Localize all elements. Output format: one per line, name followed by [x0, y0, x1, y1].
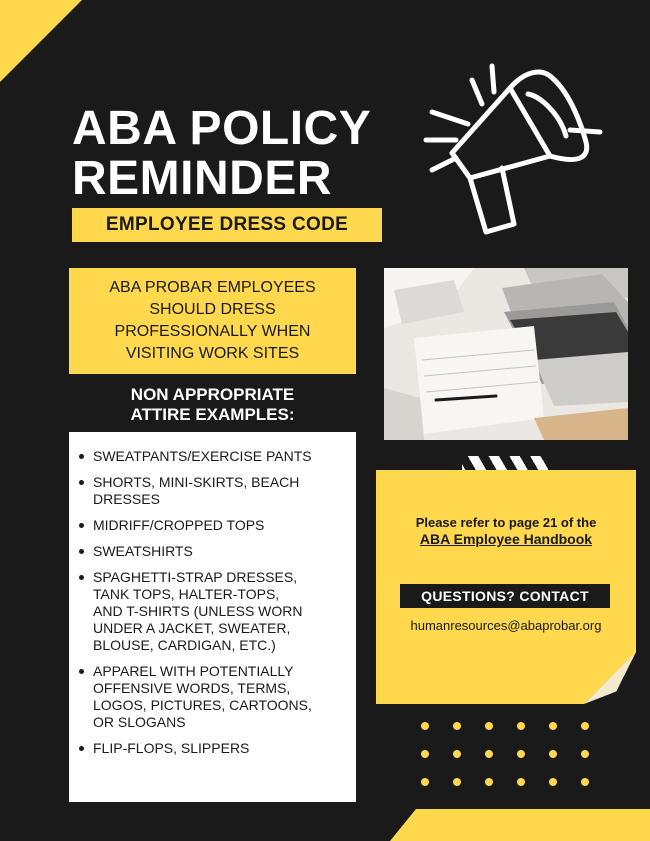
list-item [75, 543, 348, 560]
title-line-1: ABA POLICY [72, 102, 372, 155]
corner-decoration-bottom [390, 809, 650, 841]
heading-line: ATTIRE EXAMPLES: [130, 405, 295, 424]
handbook-link[interactable]: ABA Employee Handbook [419, 531, 593, 547]
list-item-line: FLIP-FLOPS, SLIPPERS [93, 740, 250, 756]
list-item [75, 569, 348, 654]
list-item-line: APPAREL WITH POTENTIALLY [93, 663, 294, 679]
list-item-line: AND T-SHIRTS (UNLESS WORN [93, 603, 303, 619]
dot [549, 750, 557, 758]
intro-line: VISITING WORK SITES [125, 345, 300, 362]
list-item-line: SHORTS, MINI-SKIRTS, BEACH [93, 474, 300, 490]
dot [485, 778, 493, 786]
list-item-line: OR SLOGANS [93, 714, 186, 730]
list-item-line: DRESSES [93, 491, 160, 507]
subtitle-banner: EMPLOYEE DRESS CODE [72, 208, 382, 242]
non-appropriate-heading [69, 385, 356, 425]
list-item [75, 740, 348, 757]
contact-label: QUESTIONS? CONTACT [400, 584, 610, 608]
dot [581, 722, 589, 730]
dot [517, 778, 525, 786]
list-item-line: MIDRIFF/CROPPED TOPS [93, 517, 265, 533]
dot [485, 722, 493, 730]
dot [421, 778, 429, 786]
page-title [72, 104, 371, 204]
dot [453, 778, 461, 786]
dot [421, 750, 429, 758]
handbook-reference [376, 514, 636, 548]
list-item-line: SWEATPANTS/EXERCISE PANTS [93, 448, 312, 464]
dot [485, 750, 493, 758]
list-item [75, 474, 348, 508]
contact-email[interactable]: humanresources@abaprobar.org [410, 618, 602, 633]
dot [581, 750, 589, 758]
megaphone-icon [410, 52, 610, 252]
dot [453, 750, 461, 758]
list-item-line: TANK TOPS, HALTER-TOPS, [93, 586, 280, 602]
laptop-notebook-photo [384, 268, 628, 440]
intro-box [69, 268, 356, 374]
title-line-2: REMINDER [72, 152, 333, 205]
dot [581, 778, 589, 786]
list-item-line: SWEATSHIRTS [93, 543, 193, 559]
intro-line: PROFESSIONALLY WHEN [114, 323, 311, 340]
heading-line: NON APPROPRIATE [130, 385, 295, 404]
list-item [75, 663, 348, 731]
intro-line: SHOULD DRESS [149, 301, 276, 318]
list-item-line: OFFENSIVE WORDS, TERMS, [93, 680, 291, 696]
dot [517, 722, 525, 730]
dot [421, 722, 429, 730]
dot [517, 750, 525, 758]
photo-illustration [384, 268, 628, 440]
list-item-line: LOGOS, PICTURES, CARTOONS, [93, 697, 312, 713]
attire-list [75, 448, 348, 757]
refer-text: Please refer to page 21 of the [415, 515, 597, 530]
dot [549, 778, 557, 786]
list-item-line: UNDER A JACKET, SWEATER, [93, 620, 291, 636]
attire-list-panel [69, 432, 356, 802]
dot [549, 722, 557, 730]
list-item [75, 517, 348, 534]
list-item-line: BLOUSE, CARDIGAN, ETC.) [93, 637, 276, 653]
intro-line: ABA PROBAR EMPLOYEES [109, 279, 316, 296]
list-item [75, 448, 348, 465]
dot [453, 722, 461, 730]
corner-decoration-top [0, 0, 82, 82]
list-item-line: SPAGHETTI-STRAP DRESSES, [93, 569, 298, 585]
